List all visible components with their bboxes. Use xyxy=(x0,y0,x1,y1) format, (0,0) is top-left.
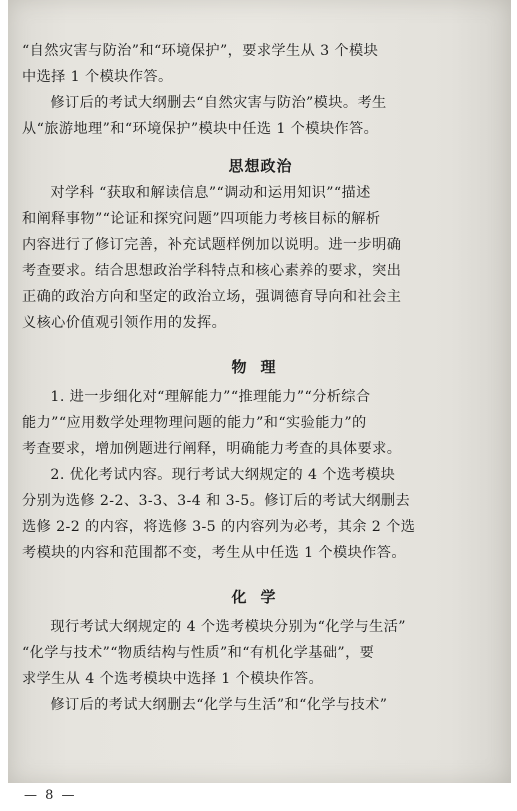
section-heading-physics: 物理 xyxy=(231,358,290,376)
geography-paragraph-1: “自然灾害与防治”和“环境保护”，要求学生从 3 个模块 中选择 1 个模块作答。 xyxy=(22,43,379,85)
physics-paragraph-1: 1. 进一步细化对“理解能力”“推理能力”“分析综合 能力”“应用数学处理物理问题的能力”和“实验能力”的 考查要求，增加例题进行阐释，明确能力考查的具体要求。 xyxy=(22,389,402,457)
chemistry-paragraph-2: 修订后的考试大纲删去“化学与生活”和“化学与技术” xyxy=(50,697,388,713)
geography-paragraph-2: 修订后的考试大纲删去“自然灾害与防治”模块。考生 从“旅游地理”和“环境保护”模块中任选 1 个模块作答。 xyxy=(22,95,387,137)
document-page xyxy=(8,0,511,783)
physics-paragraph-2: 2. 优化考试内容。现行考试大纲规定的 4 个选考模块 分别为选修 2-2、3-3、3-4 和 3-5。修订后的考试大纲删去 选修 2-2 的内容，将选修 3-5 的内容列为必考，其余 2 个选 考模块的内容和范围都不变，考生从中任选 1 个模块作答。 xyxy=(22,467,416,561)
section-heading-politics: 思想政治 xyxy=(228,157,293,175)
page-number: — 8 — xyxy=(24,788,77,803)
chemistry-paragraph-1: 现行考试大纲规定的 4 个选考模块分别为“化学与生活” “化学与技术”“物质结构与性质”和“有机化学基础”，要 求学生从 4 个选考模块中选择 1 个模块作答。 xyxy=(22,619,406,687)
politics-paragraph-1: 对学科 “获取和解读信息”“调动和运用知识”“描述 和阐释事物”“论证和探究问题”四项能力考核目标的解析 内容进行了修订完善，补充试题样例加以说明。进一步明确 考查要求。结合思想政治学科特点和核心素养的要求，突出 正确的政治方向和坚定的政治立场，强调德育导向和社会主 义核心价值观引领作用的发挥。 xyxy=(22,185,402,331)
section-heading-chemistry: 化学 xyxy=(231,588,290,606)
page-content xyxy=(22,38,499,718)
